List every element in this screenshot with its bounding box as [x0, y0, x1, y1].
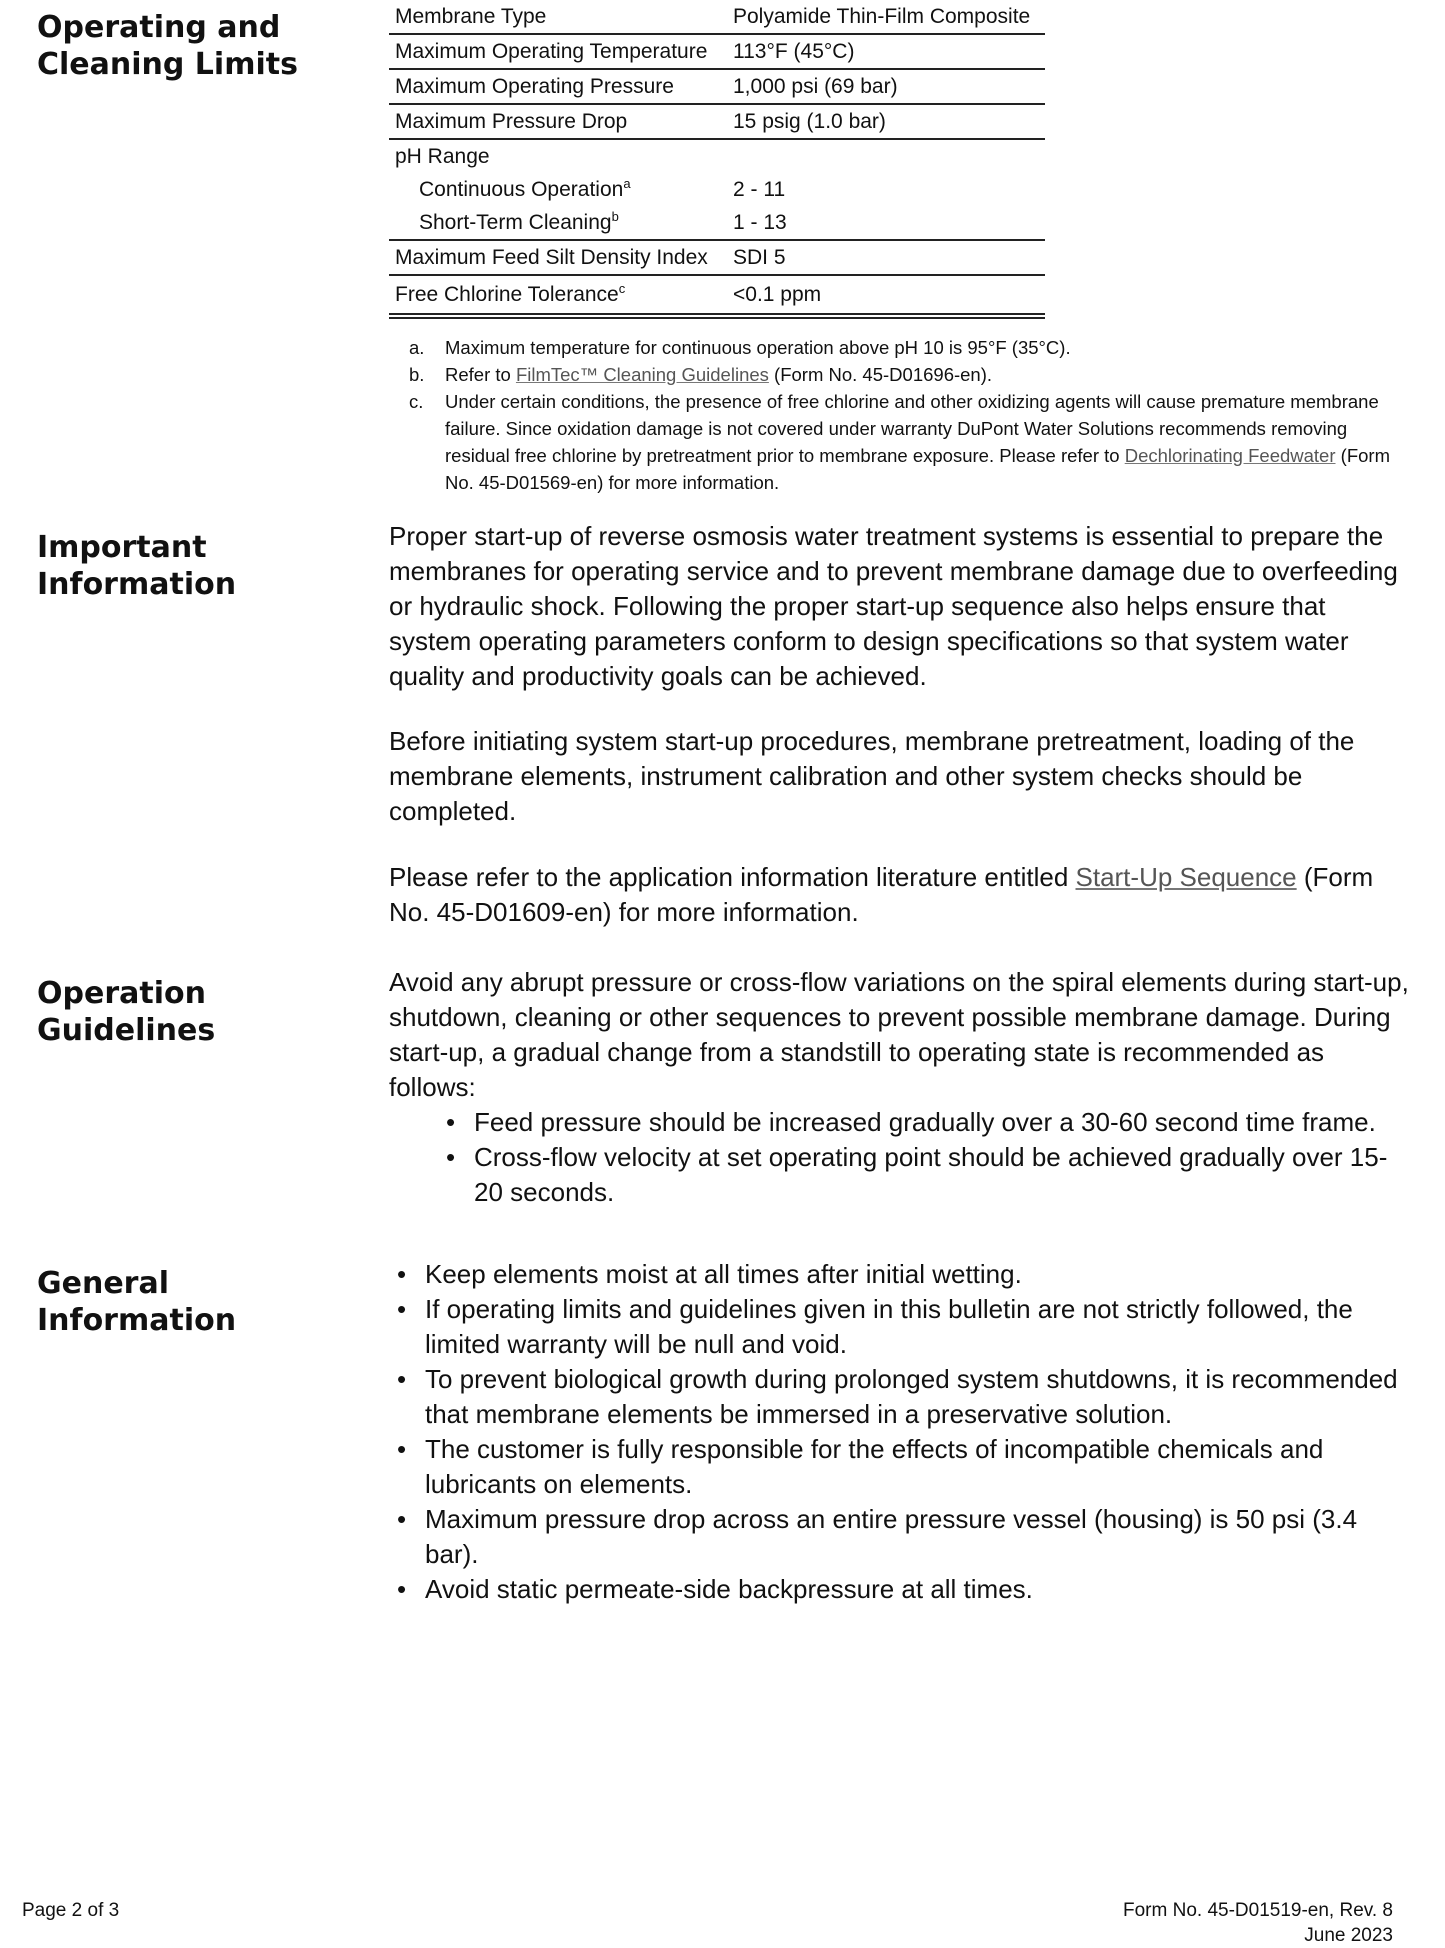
table-row — [389, 241, 1045, 276]
page-number: Page 2 of 3 — [22, 1900, 120, 1921]
footnote-text-pre: Refer to — [445, 364, 516, 385]
footnote-text-post: (Form No. 45-D01569-en) for more information. — [445, 445, 1390, 493]
row-label: pH Range — [395, 144, 490, 168]
row-value: SDI 5 — [733, 245, 786, 269]
table-row — [389, 0, 1045, 35]
row-label: Maximum Pressure Drop — [395, 109, 628, 133]
table-row — [389, 173, 1045, 206]
row-value: 113°F (45°C) — [733, 39, 855, 63]
cleaning-guidelines-link[interactable]: FilmTec™ Cleaning Guidelines — [515, 364, 769, 385]
dechlorinating-feedwater-link[interactable]: Dechlorinating Feedwater — [1124, 445, 1336, 466]
heading-line: Guidelines — [37, 1013, 216, 1048]
heading-operation-guidelines — [37, 975, 215, 1049]
footnote-a — [409, 334, 1399, 361]
paragraph — [389, 860, 1409, 930]
paragraph-text: Please refer to the application information literature entitled — [389, 862, 1076, 892]
row-label: Maximum Operating Pressure — [395, 74, 674, 98]
operation-bullet-list — [438, 1105, 1409, 1210]
heading-operating-cleaning-limits — [37, 9, 298, 83]
row-value: 1 - 13 — [733, 210, 787, 234]
heading-line: General — [37, 1266, 169, 1301]
heading-line: Important — [37, 530, 207, 565]
paragraph: Before initiating system start-up procedures, membrane pretreatment, loading of the membrane elements, instrument calibration and other system checks should be completed. — [389, 726, 1355, 826]
footnote-marker: a — [623, 175, 631, 191]
row-value: 2 - 11 — [733, 177, 786, 201]
list-item: • Avoid static permeate-side backpressure at all times. — [389, 1572, 1409, 1607]
row-label-text: Short-Term Cleaning — [419, 210, 612, 234]
list-item: • Keep elements moist at all times after initial wetting. — [389, 1257, 1409, 1292]
footnote-text — [445, 361, 1399, 388]
row-value: Polyamide Thin-Film Composite — [733, 4, 1031, 28]
general-information-body — [389, 1257, 1409, 1607]
row-label — [389, 175, 733, 202]
table-row — [389, 206, 1045, 241]
general-bullet-list — [389, 1257, 1409, 1607]
row-label: Maximum Operating Temperature — [395, 39, 708, 63]
heading-line: Operation — [37, 976, 206, 1011]
footnote-marker: a. — [409, 337, 425, 358]
form-number-text: Form No. 45-D01519-en, Rev. 8 — [1123, 1900, 1393, 1921]
footnote-marker: b — [611, 208, 619, 224]
footnote-marker: c. — [409, 391, 424, 412]
table-row — [389, 140, 1045, 173]
row-label — [389, 280, 733, 307]
table-row — [389, 70, 1045, 105]
row-label-text: Continuous Operation — [419, 177, 624, 201]
list-item: • Maximum pressure drop across an entire pressure vessel (housing) is 50 psi (3.4 bar). — [389, 1502, 1409, 1572]
heading-general-information — [37, 1265, 236, 1339]
row-label: Maximum Feed Silt Density Index — [395, 245, 708, 269]
footnote-marker: b. — [409, 364, 425, 385]
form-number — [1123, 1898, 1393, 1948]
paragraph: Proper start-up of reverse osmosis water treatment systems is essential to prepare the membranes for operating service and to prevent membrane damage due to overfeeding or hydraulic shock. Following the proper start-up sequence also helps ensure that system operating parameters conform to design specifications so that system water quality and productivity goals can be achieved. — [389, 521, 1398, 691]
footnote-text — [445, 388, 1399, 496]
row-label: Membrane Type — [395, 4, 547, 28]
revision-date: June 2023 — [1304, 1925, 1393, 1946]
list-item: • The customer is fully responsible for the effects of incompatible chemicals and lubricants on elements. — [389, 1432, 1409, 1502]
paragraph: Avoid any abrupt pressure or cross-flow variations on the spiral elements during start-up, shutdown, cleaning or other sequences to prevent possible membrane damage. During start-up, a gradual change from a standstill to operating state is recommended as follows: — [389, 967, 1409, 1102]
footnote-marker: c — [618, 280, 626, 296]
list-item: • Cross-flow velocity at set operating point should be achieved gradually over 15-20 seconds. — [438, 1140, 1409, 1210]
table-row — [389, 276, 1045, 319]
footnote-text-post: (Form No. 45-D01696-en). — [768, 364, 993, 385]
heading-line: Information — [37, 1303, 237, 1338]
row-value: 15 psig (1.0 bar) — [733, 109, 886, 133]
operating-limits-table — [389, 0, 1045, 319]
operation-guidelines-body — [389, 965, 1409, 1210]
row-value: <0.1 ppm — [733, 282, 822, 306]
list-item: • To prevent biological growth during prolonged system shutdowns, it is recommended that membrane elements be immersed in a preservative solution. — [389, 1362, 1409, 1432]
table-row — [389, 35, 1045, 70]
table-row — [389, 105, 1045, 140]
row-value: 1,000 psi (69 bar) — [733, 74, 898, 98]
heading-important-information — [37, 529, 236, 603]
footnote-c — [409, 388, 1399, 496]
footnote-text-pre: Under certain conditions, the presence of free chlorine and other oxidizing agents will cause premature membrane failure. Since oxidation damage is not covered under warranty DuPont Water Solutions recommends removing residual free chlorine by pretreatment prior to membrane exposure. Please refer to — [445, 391, 1379, 466]
start-up-sequence-link[interactable]: Start-Up Sequence — [1075, 862, 1297, 892]
heading-line: Operating and — [37, 10, 281, 45]
heading-line: Information — [37, 567, 237, 602]
footnote-text: Maximum temperature for continuous operation above pH 10 is 95°F (35°C). — [445, 337, 1071, 358]
row-label-text: Free Chlorine Tolerance — [395, 282, 619, 306]
paragraph-text: (Form No. 45-D01609-en) for more information. — [389, 862, 1374, 927]
important-information-body — [389, 519, 1409, 930]
list-item: • Feed pressure should be increased gradually over a 30-60 second time frame. — [438, 1105, 1409, 1140]
list-item: • If operating limits and guidelines given in this bulletin are not strictly followed, the limited warranty will be null and void. — [389, 1292, 1409, 1362]
heading-line: Cleaning Limits — [37, 47, 298, 82]
row-label — [389, 208, 733, 235]
table-footnotes — [409, 334, 1399, 496]
footnote-b — [409, 361, 1399, 388]
